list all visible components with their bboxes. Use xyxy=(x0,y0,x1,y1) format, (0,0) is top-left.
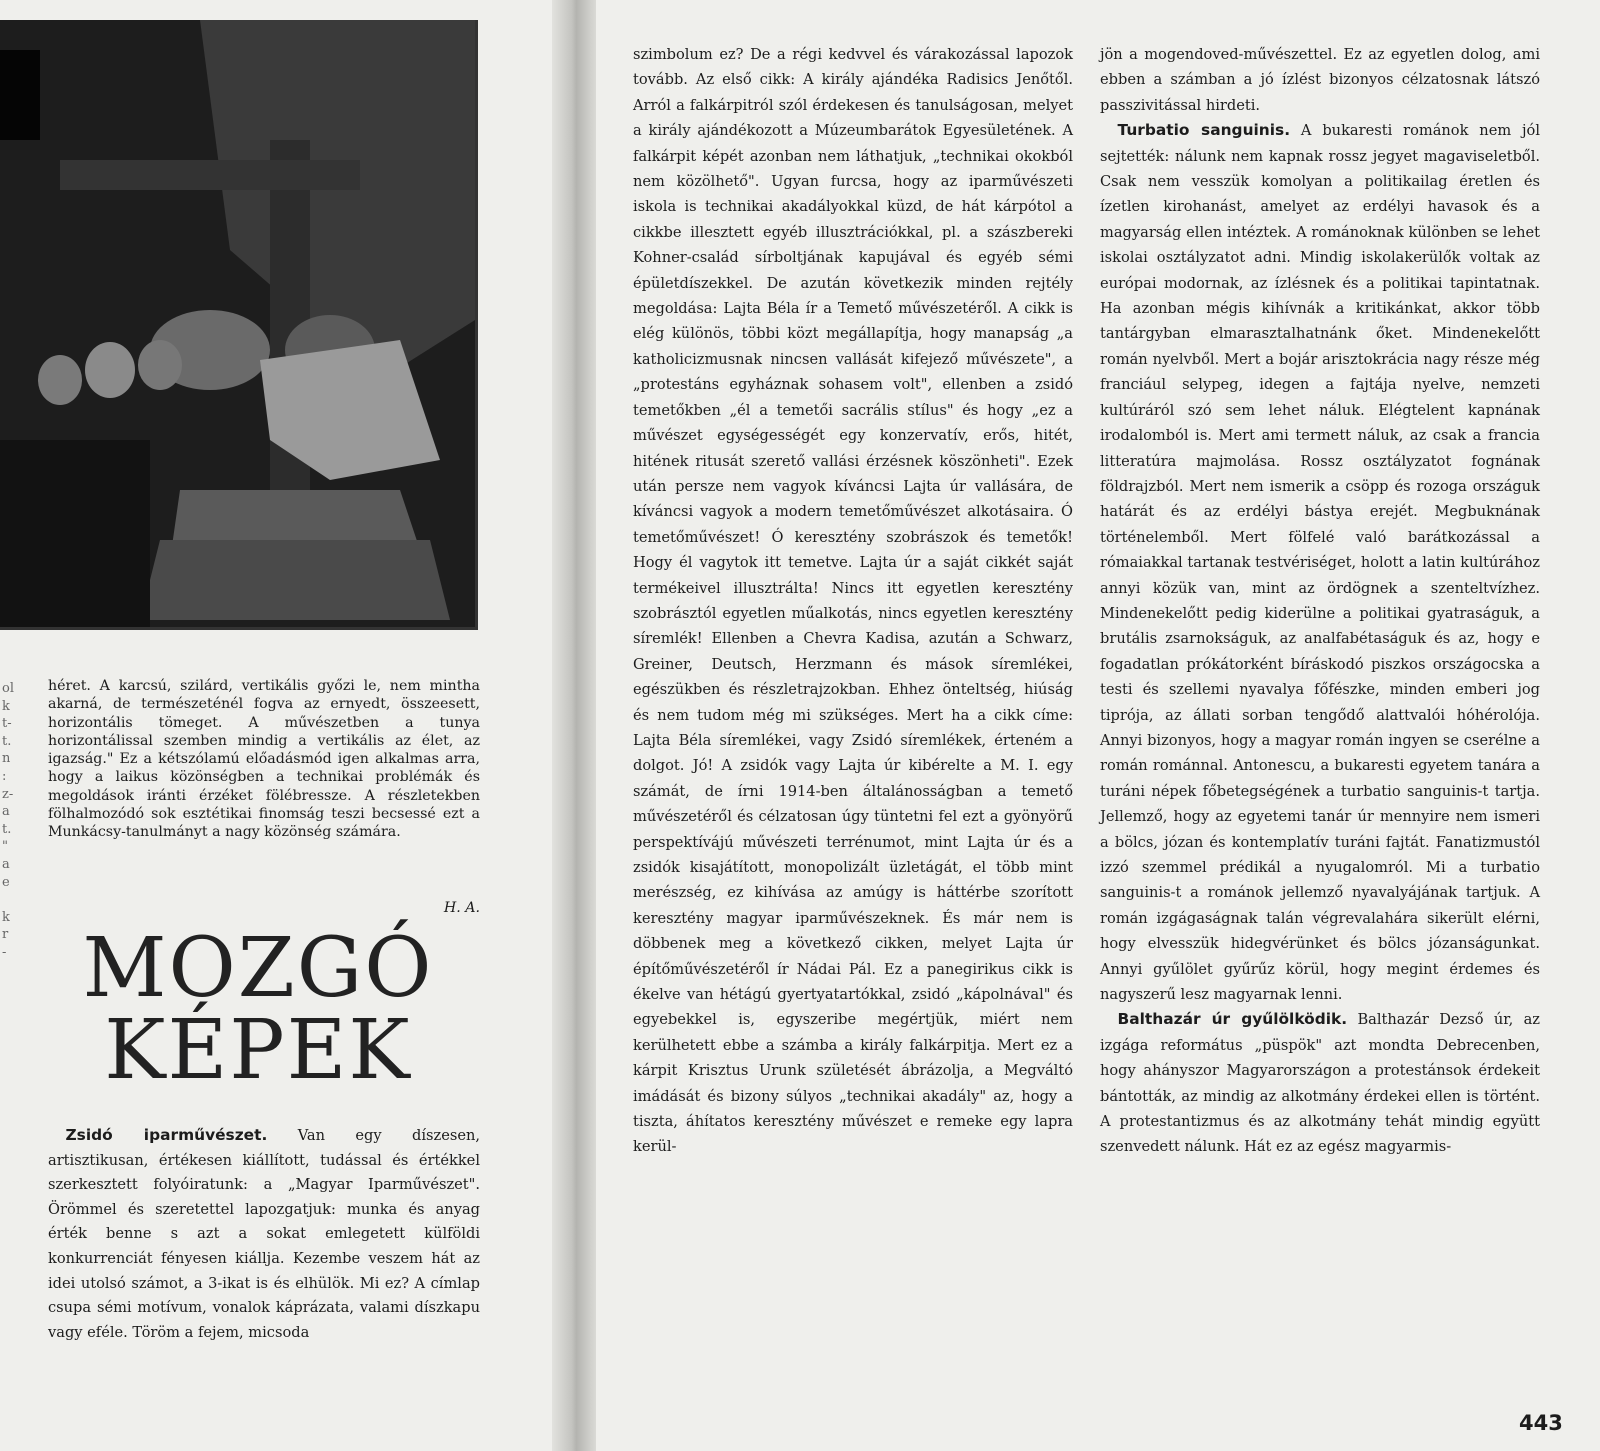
page-number: 443 xyxy=(1519,1411,1563,1435)
article-text: A bukaresti románok nem jól sejtették: nálunk nem kapnak rossz jegyet magaviseletből. Csak nem vesszük komolyan a politikailag éretlen és ízetlen kirohanást, amelyet az erdélyi havasok és a magyarság ellen intéztek. A románoknak különben se lehet iskolai osztályzatot adni. Mindig iskolakerülők voltak az európai modornak, az ízlésnek és a politikai tapintatnak. Ha azonban mégis kihívnák a kritikánkat, akkor több tantárgyban elmarasztalhatnánk őket. Mindenekelőtt román nyelvből. Mert a bojár arisztokrácia nagy része még franciául selypeg, idegen a fajtája nyelve, nemzeti kultúráról szó sem lehet náluk. Elégtelent kapnának irodalomból is. Mert ami termett náluk, az csak a francia litteratúra majmolása. Rossz osztályzatot fognának földrajzból. Mert nem ismerik a csöpp és rozoga országuk határát és az erdélyi bástya erejét. Megbuknának történelemből. Mert fölfelé való barátkozással a rómaiakkal tartanak testvériséget, holott a latin kultúrához annyi közük van, mint az ördögnek a szenteltvízhez. Mindenekelőtt pedig kiderülne a politikai gyatraságuk, a brutális zsarnokságuk, az analfabétaságuk és az, hogy e fogadatlan prókátorként bíráskodó piszkos országocska a testi és szellemi nyavalya főfészke, minden emberi jog tiprója, az állati sorban tengődő alattvalói hóhérolója. Annyi bizonyos, hogy a magyar román ingyen se cserélne a román románnal. Antonescu, a bukaresti egyetem tanára a turáni népek főbetegségének a turbatio sanguinis-t tartja. Jellemző, hogy az egyetemi tanár úr mennyire nem ismeri a bölcs, józan és kontemplatív turáni fajtát. Fanatizmustól izzó szemmel prédikál a nyugalomról. Mi a turbatio sanguinis-t a románok jellemző nyavalyájának tartjuk. A román izgágaságnak talán végrevalahára sikerült elérni, hogy elvesszük hidegvérünket és bölcs józanságunkat. Annyi gyűlölet gyűrűz körül, hogy megint érdemes és nagyszerű lesz magyarnak lenni. xyxy=(1100,122,1541,1004)
article-heading-balthazar: Balthazár úr gyűlölködik. xyxy=(1117,1010,1348,1029)
article-text: Van egy díszesen, artisztikusan, értékesen kiállított, tudással és értékkel szerkesztett folyóiratunk: a „Magyar Iparművészet". Örömmel és szeretettel lapozgatjuk: munka és anyag érték benne s azt a sokat emlegetett külföldi konkurrenciát fényesen kiállja. Kezembe veszem hát az idei utolsó számot, a 3-ikat is és elhülök. Mi ez? A címlap csupa sémi motívum, vonalok káprázata, valami díszkapu vagy eféle. Töröm a fejem, micsoda xyxy=(48,1127,480,1341)
article-heading-turbatio: Turbatio sanguinis. xyxy=(1117,121,1291,140)
article-heading-zsido: Zsidó iparművészet. xyxy=(65,1126,268,1144)
article-text: Balthazár Dezső úr, az izgága református „püspök" azt mondta Debrecenben, hogy ahányszor Magyarországon a protestánsok érdekeit bántották, az mindig az alkotmány érdekei ellen is történt. A protestantizmus és az alkotmány tehát mindig együtt szenvedett nálunk. Hát ez az egész magyarmis- xyxy=(1100,1011,1540,1156)
section-title-line2: KÉPEK xyxy=(104,1003,412,1098)
article-photo xyxy=(0,20,478,630)
left-edge-fragments: ol k t- t. n : z- a t. " a e k r - xyxy=(2,681,14,960)
section-title xyxy=(38,921,478,1098)
article-text: szimbolum ez? De a régi kedvvel és várakozással lapozok tovább. Az első cikk: A király ajándéka Radisics Jenőtől. Arról a falkárpitról szól érdekesen és tanulságosan, melyet a király ajándékozott a Múzeumbarátok Egyesületének. A falkárpit képét azonban nem láthatjuk, „technikai okokból nem közölhető". Ugyan furcsa, hogy az iparművészeti iskola is technikai akadályokkal küzd, de hát kárpótol a cikkbe illesztett egyéb illusztrációkkal, pl. a szászbereki Kohner-család sírboltjának kapujával és egyéb sémi épületdíszekkel. De azután következik minden rejtély megoldása: Lajta Béla ír a Temető művészetéről. A cikk is elég különös, többi közt megállapítja, hogy manapság „a katholicizmusnak nincsen vallását kifejező művészete", a „protestáns egyháznak sohasem volt", ellenben a zsidó temetőkben „él a temetői sacrális stílus" és hogy „ez a művészet egységességét egy konzervatív, erős, hitét, hitének ritusát szerető vallási érzésnek köszönheti". Ezek után persze nem vagyok kíváncsi Lajta úr vallására, de kíváncsi vagyok a modern temetőművészet alkotásaira. Ó temetőművészet! Ó keresztény szobrászok és temetők! Hogy él vagytok itt temetve. Lajta úr a saját cikkét saját termékeivel illusztrálta! Nincs itt egyetlen keresztény szobrásztól egyetlen műalkotás, nincs egyetlen keresztény síremlék! Ellenben a Chevra Kadisa, azután a Schwarz, Greiner, Deutsch, Herzmann és mások síremlékei, egészükben és részletrajzokban. Ehhez önteltség, hiúság és nem tudom még mi szükséges. Mert ha a cikk címe: Lajta Béla síremlékei, vagy Zsidó síremlékek, érteném a dolgot. Jó! A zsidók vagy Lajta úr kibérelte a M. I. egy számát, de írni 1914-ben általánosságban a temető művészetéről és célzatosan úgy tüntetni fel ezt a gyönyörű perspektívájú művészeti terrénumot, mint Lajta úr és a zsidók kisajátított, monopolizált üzletágát, el több mint merészség, ez kihívása az amúgy is háttérbe szorított keresztény magyar iparművészeknek. És már nem is döbbenek meg a következő cikken, melyet Lajta úr építőművészetéről ír Nádai Pál. Ez a panegirikus cikk is ékelve van hétágú gyertyatartókkal, zsidó „kápolnával" és egyebekkel is, egyszeribe megértjük, miért nem kerülhetett ebbe a számba a király falkárpitja. Mert ez a kárpit Krisztus Urunk születését ábrázolja, a Megváltó imádását és bizony súlyos „technikai akadály" az, hogy a tiszta, áhítatos keresztény művészet e remeke egy lapra kerül- xyxy=(633,46,1073,1156)
article-text: jön a mogendoved-művészettel. Ez az egyetlen dolog, ami ebben a számban a jó ízlést bizonyos célzatosnak látszó passzivitással hirdeti. xyxy=(1100,46,1540,114)
article-column-1 xyxy=(48,1123,480,1345)
review-text: héret. A karcsú, szilárd, vertikális győzi le, nem mintha akarná, de természeténél fogva az ernyedt, összeesett, horizontális tömeget. A művészetben a tunya horizontálissal szemben mindig a vertikális az élet, az igazság." Ez a kétszólamú előadásmód igen alkalmas arra, hogy a laikus közönségben a technikai problémák és megoldások iránti érzéket fölébressze. A részletekben fölhalmozódó sok esztétikai finomság teszi becsessé ezt a Munkácsy-tanulmányt a nagy közönség számára. xyxy=(48,678,480,841)
article-column-2 xyxy=(633,42,1073,1160)
section-title-line1: MOZGÓ xyxy=(82,921,434,1016)
page-gutter xyxy=(552,0,596,1451)
article-column-3 xyxy=(1100,42,1540,1160)
review-signature: H. A. xyxy=(443,900,480,916)
photo-image xyxy=(0,20,475,627)
